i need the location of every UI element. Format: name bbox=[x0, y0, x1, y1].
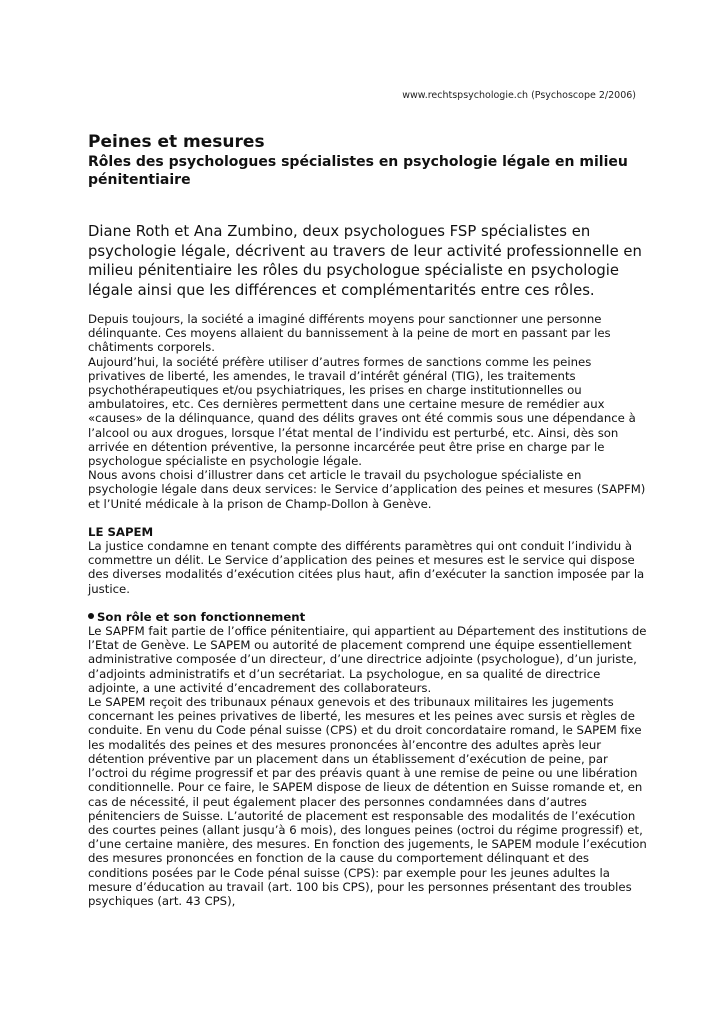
article-lead: Diane Roth et Ana Zumbino, deux psychologues FSP spécialistes en psychologie légale, décrivent au travers de leur activité professionnelle en milieu pénitentiaire les rôles du psychologue spécialiste en psychologie légale ainsi que les différences et complémentarités entre ces rôles. bbox=[88, 223, 642, 299]
intro-paragraph: Depuis toujours, la société a imaginé différents moyens pour sanctionner une personne délinquante. Ces moyens allaient du bannissement à la peine de mort en passant par les châtiments corporels. bbox=[88, 312, 611, 355]
intro-paragraph: Nous avons choisi d’illustrer dans cet article le travail du psychologue spécialiste en psychologie légale dans deux services: le Service d’application des peines et mesures (SAPFM) et l’Unité médicale à la prison de Champ-Dollon à Genève. bbox=[88, 468, 646, 511]
section-heading-sapem: LE SAPEM bbox=[88, 524, 154, 539]
section-paragraph: Le SAPEM reçoit des tribunaux pénaux genevois et des tribunaux militaires les jugements concernant les peines privatives de liberté, les mesures et les peines avec sursis et règles de conduite. En venu du Code pénal suisse (CPS) et du droit concordataire romand, le SAPEM fixe les modalités des peines et des mesures prononcées àl’encontre des adultes après leur détention préventive par un placement dans un établissement d’exécution de peine, par l’octroi du régime progressif et par des préavis quant à une remise de peine ou une libération conditionnelle. Pour ce faire, le SAPEM dispose de lieux de détention en Suisse romande et, en cas de nécessité, il peut également placer des personnes condamnées dans d’autres pénitenciers de Suisse. L’autorité de placement est responsable des modalités de l’exécution des courtes peines (allant jusqu’à 6 mois), des longues peines (octroi du régime progressif) et, d’une certaine manière, des mesures. En fonction des jugements, le SAPEM module l’exécution des mesures prononcées en fonction de la cause du comportement délinquant et des conditions posées par le Code pénal suisse (CPS): par exemple pour les jeunes adultes la mesure d’éducation au travail (art. 100 bis CPS), pour les personnes présentant des troubles psychiques (art. 43 CPS), bbox=[88, 695, 647, 908]
article-title: Peines et mesures bbox=[88, 132, 265, 152]
section-paragraph: Le SAPFM fait partie de l’office pénitentiaire, qui appartient au Département des institutions de l’Etat de Genève. Le SAPEM ou autorité de placement comprend une équipe essentiellement administrative composée d’un directeur, d’une directrice adjointe (psychologue), d’un juriste, d’adjoints administratifs et d’un secrétariat. La psychologue, en sa qualité de directrice adjointe, a une activité d’encadrement des collaborateurs. bbox=[88, 624, 647, 695]
article-body bbox=[88, 312, 648, 908]
bullet-icon bbox=[88, 613, 94, 619]
spacer bbox=[88, 596, 648, 610]
article-subtitle: Rôles des psychologues spécialistes en psychologie légale en milieu pénitentiaire bbox=[88, 154, 628, 188]
intro-paragraph: Aujourd’hui, la société préfère utiliser d’autres formes de sanctions comme les peines privatives de liberté, les amendes, le travail d’intérêt général (TIG), les traitements psychothérapeutiques et/ou psychiatriques, les prises en charge institutionnelles ou ambulatoires, etc. Ces dernières permettent dans une certaine mesure de remédier aux «causes» de la délinquance, quand des délits graves ont été commis sous une dépendance à l’alcool ou aux drogues, lorsque l’état mental de l’individu est perturbé, etc. Ainsi, dès son arrivée en détention préventive, la personne incarcérée peut être prise en charge par le psychologue spécialiste en psychologie légale. bbox=[88, 354, 636, 469]
subsection-heading-text: Son rôle et son fonctionnement bbox=[97, 609, 306, 624]
source-reference: www.rechtspsychologie.ch (Psychoscope 2/2006) bbox=[402, 90, 636, 101]
section-paragraph: La justice condamne en tenant compte des différents paramètres qui ont conduit l’individu à commettre un délit. Le Service d’application des peines et mesures est le service qui dispose des diverses modalités d’exécution citées plus haut, afin d’exécuter la sanction imposée par la justice. bbox=[88, 539, 645, 596]
spacer bbox=[88, 511, 648, 525]
subsection-heading bbox=[88, 610, 648, 624]
